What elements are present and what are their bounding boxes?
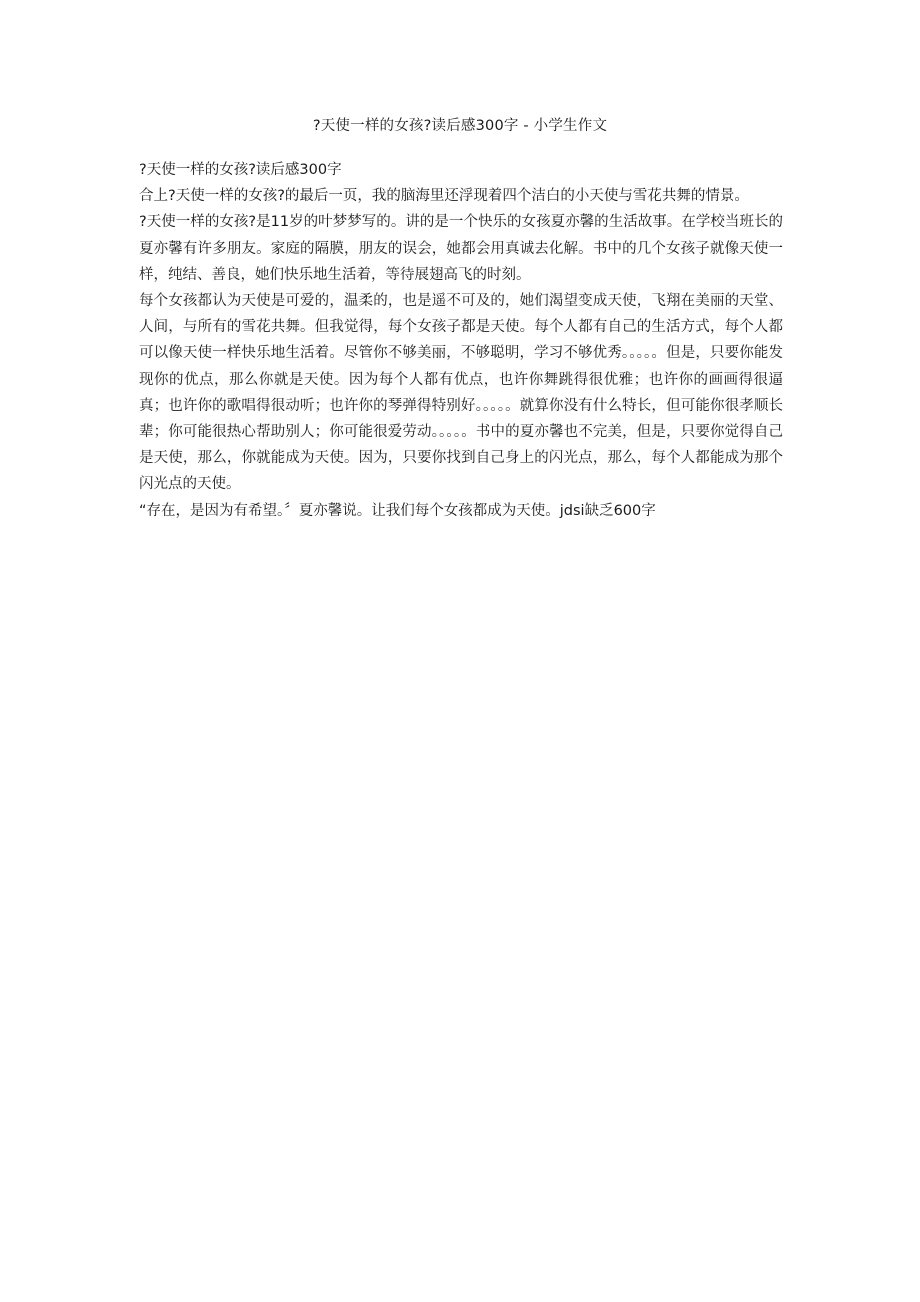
paragraph: ?天使一样的女孩?是11岁的叶梦梦写的。讲的是一个快乐的女孩夏亦馨的生活故事。在学校当班长的夏亦馨有许多朋友。家庭的隔膜，朋友的误会，她都会用真诚去化解。书中的几个女孩子就像天使一样，纯结、善良，她们快乐地生活着，等待展翅高飞的时刻。: [139, 214, 783, 283]
closing-paragraph: “存在，是因为有希望。〞夏亦馨说。让我们每个女孩都成为天使。jdsi缺乏600字: [139, 502, 656, 519]
essay-heading: ?天使一样的女孩?读后感300字: [139, 162, 342, 178]
paragraph: 合上?天使一样的女孩?的最后一页，我的脑海里还浮现着四个洁白的小天使与雪花共舞的情景。: [139, 188, 749, 205]
document-body: [139, 157, 783, 524]
document-title: ?天使一样的女孩?读后感300字 - 小学生作文: [312, 118, 608, 134]
paragraph: 每个女孩都认为天使是可爱的，温柔的，也是遥不可及的，她们渴望变成天使，飞翔在美丽的天堂、人间，与所有的雪花共舞。但我觉得，每个女孩子都是天使。每个人都有自己的生活方式，每个人都可以像天使一样快乐地生活着。尽管你不够美丽，不够聪明，学习不够优秀。。。。。但是，只要你能发现你的优点，那么你就是天使。因为每个人都有优点，也许你舞跳得很优雅；也许你的画画得很逼真；也许你的歌唱得很动听；也许你的琴弹得特别好。。。。。就算你没有什么特长，但可能你很孝顺长辈；你可能很热心帮助别人；你可能很爱劳动。。。。。书中的夏亦馨也不完美，但是，只要你觉得自己是天使，那么，你就能成为天使。因为，只要你找到自己身上的闪光点，那么，每个人都能成为那个闪光点的天使。: [139, 293, 783, 493]
